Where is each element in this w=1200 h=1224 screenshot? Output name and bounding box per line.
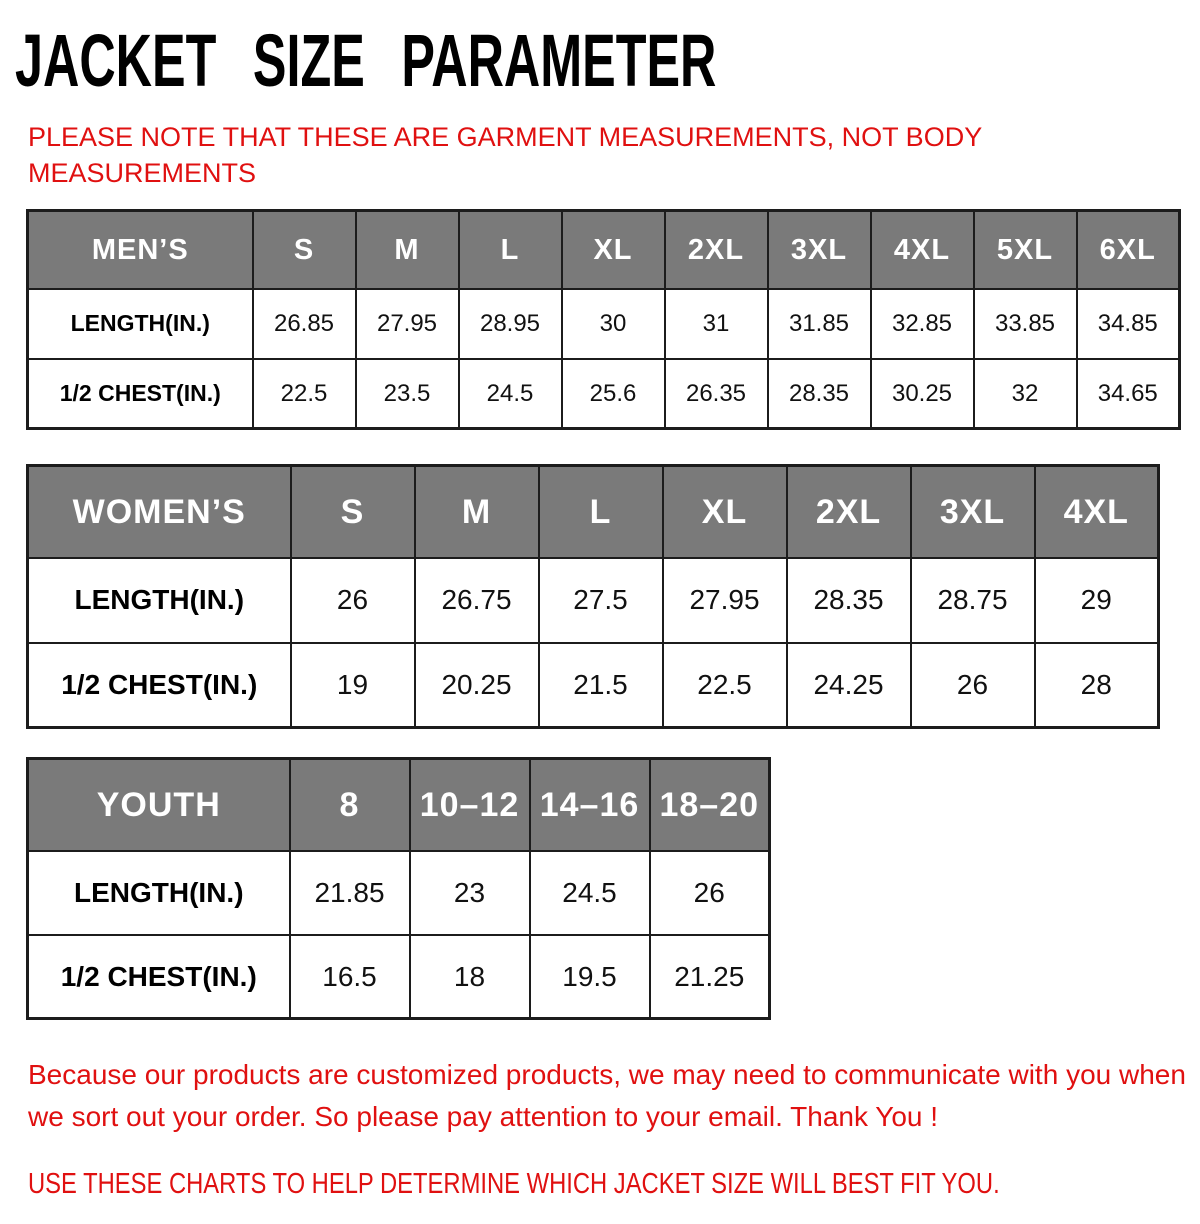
size-column-header: 8 <box>290 759 410 851</box>
size-value-cell: 33.85 <box>974 289 1077 359</box>
size-value-cell: 23 <box>410 851 530 935</box>
size-value-cell: 29 <box>1035 558 1159 643</box>
size-column-header: 4XL <box>871 211 974 289</box>
size-value-cell: 24.25 <box>787 643 911 728</box>
size-column-header: 2XL <box>787 466 911 558</box>
size-value-cell: 25.6 <box>562 359 665 429</box>
size-column-header: XL <box>663 466 787 558</box>
size-value-cell: 28.95 <box>459 289 562 359</box>
table-row <box>28 935 770 1019</box>
size-column-header: 6XL <box>1077 211 1180 289</box>
size-value-cell: 19.5 <box>530 935 650 1019</box>
size-column-header: S <box>253 211 356 289</box>
chart-usage-note: USE THESE CHARTS TO HELP DETERMINE WHICH JACKET SIZE WILL BEST FIT YOU. <box>28 1168 1000 1201</box>
size-value-cell: 31 <box>665 289 768 359</box>
header-row <box>28 759 770 851</box>
size-value-cell: 19 <box>291 643 415 728</box>
size-value-cell: 24.5 <box>530 851 650 935</box>
size-value-cell: 22.5 <box>663 643 787 728</box>
table-row <box>28 558 1159 643</box>
size-column-header: 4XL <box>1035 466 1159 558</box>
size-value-cell: 18 <box>410 935 530 1019</box>
size-column-header: 3XL <box>768 211 871 289</box>
size-column-header: L <box>459 211 562 289</box>
size-value-cell: 28.75 <box>911 558 1035 643</box>
table-row <box>28 359 1180 429</box>
size-table-womens <box>26 464 1160 729</box>
header-row <box>28 466 1159 558</box>
size-column-header: M <box>415 466 539 558</box>
size-value-cell: 32 <box>974 359 1077 429</box>
row-label: 1/2 CHEST(IN.) <box>28 935 290 1019</box>
size-value-cell: 26 <box>911 643 1035 728</box>
table-row <box>28 643 1159 728</box>
size-column-header: 14–16 <box>530 759 650 851</box>
size-value-cell: 34.65 <box>1077 359 1180 429</box>
size-value-cell: 20.25 <box>415 643 539 728</box>
table-row <box>28 851 770 935</box>
size-value-cell: 26.75 <box>415 558 539 643</box>
size-value-cell: 34.85 <box>1077 289 1180 359</box>
size-column-header: 10–12 <box>410 759 530 851</box>
size-value-cell: 24.5 <box>459 359 562 429</box>
size-value-cell: 21.25 <box>650 935 770 1019</box>
header-row <box>28 211 1180 289</box>
row-label: LENGTH(IN.) <box>28 558 291 643</box>
garment-measurement-note: PLEASE NOTE THAT THESE ARE GARMENT MEASUREMENTS, NOT BODY MEASUREMENTS <box>28 122 982 188</box>
row-label: LENGTH(IN.) <box>28 851 290 935</box>
size-table-youth <box>26 757 771 1020</box>
size-value-cell: 26 <box>650 851 770 935</box>
size-value-cell: 31.85 <box>768 289 871 359</box>
customization-notice: Because our products are customized products, we may need to communicate with you when we sort out your order. So please pay attention to your email. Thank You ! <box>28 1059 1186 1133</box>
size-value-cell: 30 <box>562 289 665 359</box>
size-column-header: L <box>539 466 663 558</box>
size-value-cell: 28.35 <box>768 359 871 429</box>
size-value-cell: 22.5 <box>253 359 356 429</box>
table-title-cell: WOMEN’S <box>28 466 291 558</box>
size-table-mens <box>26 209 1181 430</box>
table-row <box>28 289 1180 359</box>
table-title-cell: YOUTH <box>28 759 290 851</box>
size-value-cell: 21.5 <box>539 643 663 728</box>
size-value-cell: 26.85 <box>253 289 356 359</box>
size-value-cell: 30.25 <box>871 359 974 429</box>
size-value-cell: 16.5 <box>290 935 410 1019</box>
jacket-size-chart-page <box>0 19 1200 1201</box>
size-column-header: 5XL <box>974 211 1077 289</box>
table-title-cell: MEN’S <box>28 211 253 289</box>
row-label: 1/2 CHEST(IN.) <box>28 643 291 728</box>
size-value-cell: 32.85 <box>871 289 974 359</box>
size-value-cell: 21.85 <box>290 851 410 935</box>
size-value-cell: 23.5 <box>356 359 459 429</box>
row-label: 1/2 CHEST(IN.) <box>28 359 253 429</box>
size-column-header: XL <box>562 211 665 289</box>
size-value-cell: 26.35 <box>665 359 768 429</box>
size-column-header: 18–20 <box>650 759 770 851</box>
row-label: LENGTH(IN.) <box>28 289 253 359</box>
size-column-header: 3XL <box>911 466 1035 558</box>
size-column-header: 2XL <box>665 211 768 289</box>
size-value-cell: 28 <box>1035 643 1159 728</box>
size-value-cell: 28.35 <box>787 558 911 643</box>
size-column-header: M <box>356 211 459 289</box>
size-column-header: S <box>291 466 415 558</box>
size-value-cell: 26 <box>291 558 415 643</box>
size-value-cell: 27.95 <box>663 558 787 643</box>
size-value-cell: 27.5 <box>539 558 663 643</box>
page-title: JACKET SIZE PARAMETER <box>15 19 717 102</box>
size-value-cell: 27.95 <box>356 289 459 359</box>
size-tables-container <box>26 209 1200 1020</box>
